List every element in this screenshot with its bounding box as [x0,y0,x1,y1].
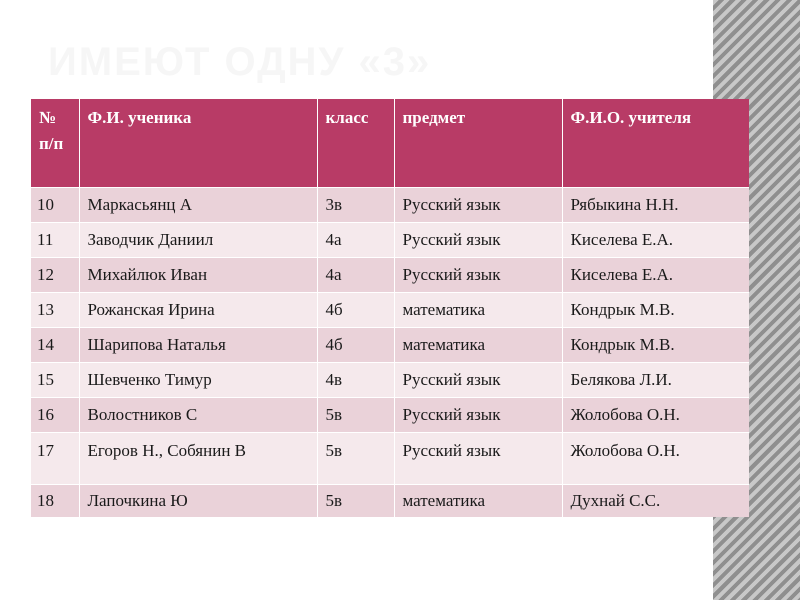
header-student: Ф.И. ученика [79,99,317,187]
cell-subject: Русский язык [394,257,562,292]
cell-class: 5в [317,397,394,432]
cell-teacher: Жолобова О.Н. [562,397,749,432]
cell-number: 18 [31,484,79,517]
cell-number: 13 [31,292,79,327]
table-row [31,187,749,222]
cell-number: 17 [31,432,79,484]
cell-class: 4в [317,362,394,397]
cell-subject: Русский язык [394,397,562,432]
cell-student: Шарипова Наталья [79,327,317,362]
cell-teacher: Киселева Е.А. [562,257,749,292]
cell-class: 4а [317,222,394,257]
cell-teacher: Киселева Е.А. [562,222,749,257]
cell-class: 3в [317,187,394,222]
cell-class: 4б [317,327,394,362]
cell-class: 5в [317,484,394,517]
table-row [31,327,749,362]
header-class: класс [317,99,394,187]
cell-number: 12 [31,257,79,292]
cell-number: 15 [31,362,79,397]
cell-number: 10 [31,187,79,222]
cell-number: 14 [31,327,79,362]
cell-student: Шевченко Тимур [79,362,317,397]
cell-student: Михайлюк Иван [79,257,317,292]
table-row [31,362,749,397]
header-number: № п/п [31,99,79,187]
cell-class: 4а [317,257,394,292]
table-row [31,222,749,257]
cell-teacher: Рябыкина Н.Н. [562,187,749,222]
slide-title: ИМЕЮТ ОДНУ «3» [48,40,432,84]
cell-student: Рожанская Ирина [79,292,317,327]
cell-teacher: Белякова Л.И. [562,362,749,397]
cell-student: Заводчик Даниил [79,222,317,257]
cell-class: 4б [317,292,394,327]
header-teacher: Ф.И.О. учителя [562,99,749,187]
cell-subject: математика [394,327,562,362]
cell-teacher: Кондрык М.В. [562,327,749,362]
cell-class: 5в [317,432,394,484]
cell-subject: математика [394,484,562,517]
table-row [31,484,749,517]
cell-teacher: Духнай С.С. [562,484,749,517]
cell-subject: Русский язык [394,432,562,484]
cell-student: Егоров Н., Собянин В [79,432,317,484]
table-row [31,257,749,292]
table-row [31,397,749,432]
cell-number: 11 [31,222,79,257]
cell-student: Лапочкина Ю [79,484,317,517]
cell-student: Волостников С [79,397,317,432]
table-row [31,432,749,484]
cell-subject: математика [394,292,562,327]
header-subject: предмет [394,99,562,187]
cell-number: 16 [31,397,79,432]
students-table [31,99,749,517]
cell-subject: Русский язык [394,187,562,222]
cell-teacher: Жолобова О.Н. [562,432,749,484]
cell-student: Маркасьянц А [79,187,317,222]
cell-subject: Русский язык [394,362,562,397]
table-row [31,292,749,327]
cell-teacher: Кондрык М.В. [562,292,749,327]
cell-subject: Русский язык [394,222,562,257]
table-header-row [31,99,749,187]
